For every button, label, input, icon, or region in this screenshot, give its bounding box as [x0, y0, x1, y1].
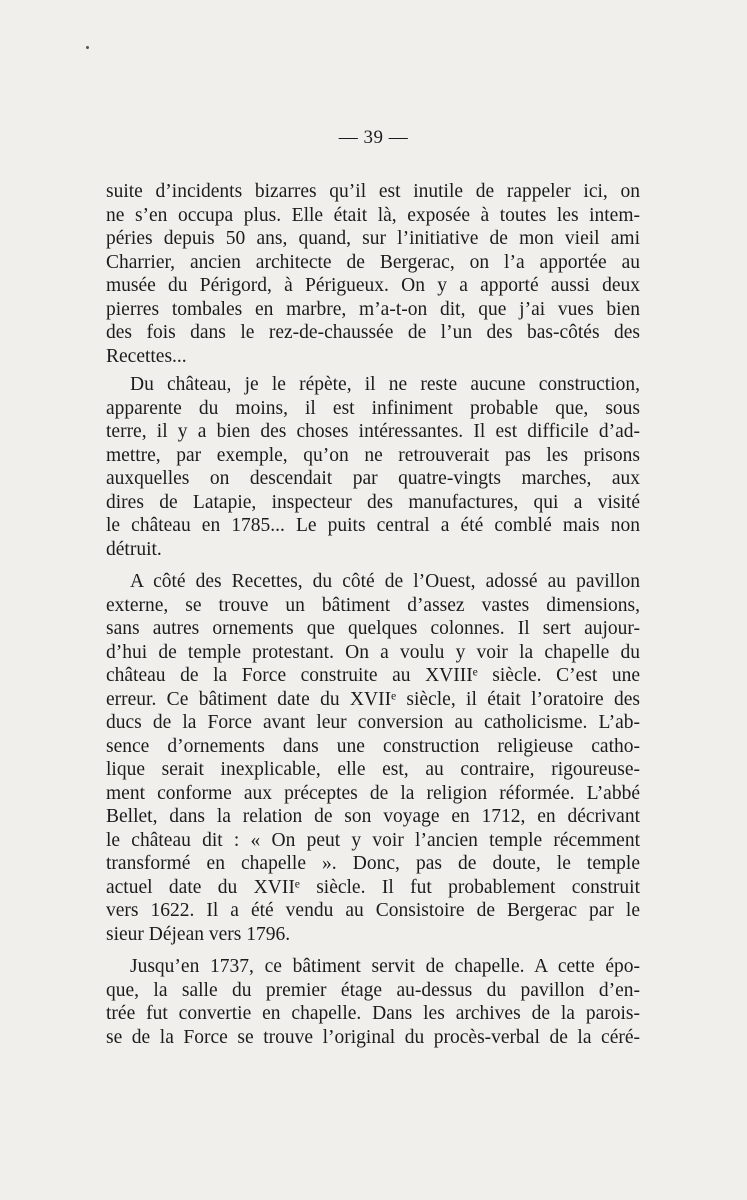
page-number: — 39 — — [338, 127, 409, 148]
text-line: le château en 1785... Le puits central a été comblé mais non — [106, 515, 640, 536]
text-line: A côté des Recettes, du côté de l’Ouest, adossé au pavillon — [130, 571, 640, 592]
text-line: suite d’incidents bizarres qu’il est inutile de rappeler ici, on — [106, 181, 640, 202]
text-line: d’hui de temple protestant. On a voulu y voir la chapelle du — [106, 641, 640, 663]
paragraph-1 — [106, 180, 640, 368]
paragraph-2 — [106, 373, 640, 561]
paragraph-3 — [106, 570, 640, 946]
text-line: musée du Périgord, à Périgueux. On y a apporté aussi deux — [106, 275, 640, 296]
text-line: Recettes... — [106, 345, 187, 367]
text-line: erreur. Ce bâtiment date du XVIIᵉ siècle, il était l’oratoire des — [106, 688, 640, 710]
text-line: Bellet, dans la relation de son voyage en 1712, en décrivant — [106, 806, 640, 827]
paper-speck — [86, 46, 89, 49]
text-line: château de la Force construite au XVIIIᵉ siècle. C’est une — [106, 665, 640, 686]
text-line: pierres tombales en marbre, m’a-t-on dit, que j’ai vues bien — [106, 298, 640, 320]
text-line: des fois dans le rez-de-chaussée de l’un des bas-côtés des — [106, 322, 640, 343]
text-line: sans autres ornements que quelques colonnes. Il sert aujour- — [106, 618, 640, 639]
text-line: apparente du moins, il est infiniment probable que, sous — [106, 397, 640, 419]
paragraph-4 — [106, 955, 640, 1049]
text-line: Du château, je le répète, il ne reste aucune construction, — [130, 374, 640, 395]
text-line: mettre, par exemple, qu’on ne retrouverait pas les prisons — [106, 444, 640, 466]
text-line: se de la Force se trouve l’original du procès-verbal de la céré- — [106, 1026, 640, 1048]
text-line: ducs de la Force avant leur conversion au catholicisme. L’ab- — [106, 712, 640, 733]
text-line: ne s’en occupa plus. Elle était là, exposée à toutes les intem- — [106, 204, 640, 226]
text-line: transformé en chapelle ». Donc, pas de doute, le temple — [106, 853, 640, 874]
text-line: ment conforme aux préceptes de la religion réformée. L’abbé — [106, 782, 640, 804]
text-line: vers 1622. Il a été vendu au Consistoire de Bergerac par le — [106, 900, 640, 921]
text-line: actuel date du XVIIᵉ siècle. Il fut probablement construit — [106, 876, 640, 898]
text-line: externe, se trouve un bâtiment d’assez vastes dimensions, — [106, 594, 640, 616]
text-line: sieur Déjean vers 1796. — [106, 923, 291, 945]
text-line: Charrier, ancien architecte de Bergerac, on l’a apportée au — [106, 251, 640, 273]
text-line: le château dit : « On peut y voir l’ancien temple récemment — [106, 829, 640, 851]
text-line: Jusqu’en 1737, ce bâtiment servit de chapelle. A cette épo- — [130, 956, 640, 977]
text-line: que, la salle du premier étage au-dessus du pavillon d’en- — [106, 979, 640, 1001]
text-line: lique serait inexplicable, elle est, au contraire, rigoureuse- — [106, 759, 640, 780]
text-line: sence d’ornements dans une construction religieuse catho- — [106, 735, 640, 757]
text-line: trée fut convertie en chapelle. Dans les archives de la parois- — [106, 1003, 640, 1024]
text-line: péries depuis 50 ans, quand, sur l’initiative de mon vieil ami — [106, 228, 640, 249]
text-line: dires de Latapie, inspecteur des manufactures, qui a visité — [106, 491, 640, 513]
text-line: détruit. — [106, 538, 162, 560]
text-line: terre, il y a bien des choses intéressantes. Il est difficile d’ad- — [106, 421, 640, 442]
text-line: auxquelles on descendait par quatre-vingts marches, aux — [106, 468, 640, 489]
